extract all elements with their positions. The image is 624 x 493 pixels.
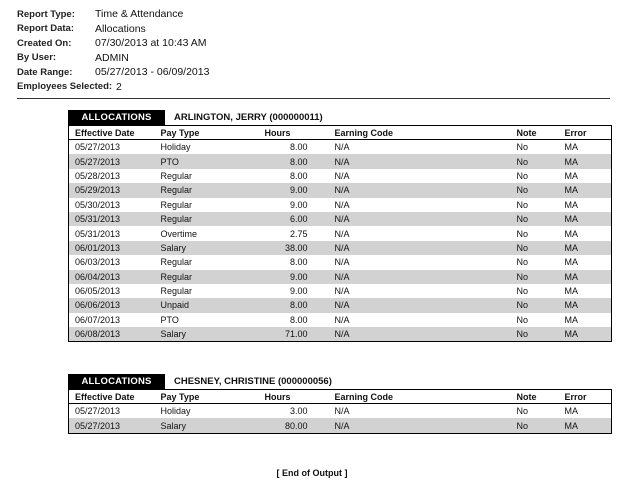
effective-date-cell: 05/27/2013 bbox=[69, 154, 155, 168]
hours-cell: 8.00 bbox=[241, 255, 313, 269]
error-cell: MA bbox=[559, 255, 612, 269]
hours-cell: 38.00 bbox=[241, 241, 313, 255]
report-data-value: Allocations bbox=[95, 22, 146, 35]
error-cell: MA bbox=[559, 226, 612, 240]
note-cell: No bbox=[511, 270, 559, 284]
effective-date-cell: 05/29/2013 bbox=[69, 183, 155, 197]
pay-type-cell: Regular bbox=[155, 212, 241, 226]
pay-type-header: Pay Type bbox=[155, 390, 241, 404]
error-header: Error bbox=[559, 126, 612, 140]
by-user-label: By User: bbox=[17, 52, 57, 64]
table-row bbox=[69, 226, 612, 240]
pay-type-cell: Overtime bbox=[155, 226, 241, 240]
earning-code-cell: N/A bbox=[313, 154, 511, 168]
employees-selected-row bbox=[17, 80, 209, 95]
hours-cell: 8.00 bbox=[241, 313, 313, 327]
section-header bbox=[68, 110, 611, 125]
created-on-row bbox=[17, 36, 209, 51]
section-header bbox=[68, 374, 611, 389]
error-cell: MA bbox=[559, 183, 612, 197]
effective-date-header: Effective Date bbox=[69, 390, 155, 404]
earning-code-cell: N/A bbox=[313, 327, 511, 342]
earning-code-cell: N/A bbox=[313, 313, 511, 327]
section-tab: ALLOCATIONS bbox=[68, 374, 165, 389]
report-metadata bbox=[17, 7, 209, 94]
note-cell: No bbox=[511, 140, 559, 155]
effective-date-cell: 05/31/2013 bbox=[69, 226, 155, 240]
note-cell: No bbox=[511, 154, 559, 168]
table-row bbox=[69, 241, 612, 255]
note-cell: No bbox=[511, 241, 559, 255]
hours-cell: 8.00 bbox=[241, 169, 313, 183]
report-type-row bbox=[17, 7, 209, 22]
error-cell: MA bbox=[559, 284, 612, 298]
table-row bbox=[69, 270, 612, 284]
error-cell: MA bbox=[559, 404, 612, 419]
effective-date-cell: 06/05/2013 bbox=[69, 284, 155, 298]
table-row bbox=[69, 183, 612, 197]
earning-code-cell: N/A bbox=[313, 198, 511, 212]
effective-date-cell: 06/07/2013 bbox=[69, 313, 155, 327]
table-row bbox=[69, 154, 612, 168]
employees-selected-value: 2 bbox=[116, 80, 122, 93]
table-row bbox=[69, 418, 612, 433]
report-data-row bbox=[17, 22, 209, 37]
error-cell: MA bbox=[559, 212, 612, 226]
earning-code-cell: N/A bbox=[313, 140, 511, 155]
effective-date-cell: 05/27/2013 bbox=[69, 140, 155, 155]
earning-code-cell: N/A bbox=[313, 298, 511, 312]
table-header-row bbox=[69, 126, 612, 140]
hours-cell: 6.00 bbox=[241, 212, 313, 226]
note-cell: No bbox=[511, 169, 559, 183]
pay-type-cell: Regular bbox=[155, 255, 241, 269]
pay-type-cell: Holiday bbox=[155, 404, 241, 419]
earning-code-cell: N/A bbox=[313, 226, 511, 240]
note-cell: No bbox=[511, 255, 559, 269]
pay-type-cell: Salary bbox=[155, 418, 241, 433]
table-header-row bbox=[69, 390, 612, 404]
employees-selected-label: Employees Selected: bbox=[17, 81, 113, 93]
pay-type-cell: Salary bbox=[155, 327, 241, 342]
earning-code-cell: N/A bbox=[313, 212, 511, 226]
hours-header: Hours bbox=[241, 390, 313, 404]
pay-type-cell: Unpaid bbox=[155, 298, 241, 312]
table-row bbox=[69, 169, 612, 183]
allocation-section bbox=[68, 374, 611, 434]
pay-type-cell: PTO bbox=[155, 154, 241, 168]
note-cell: No bbox=[511, 418, 559, 433]
earning-code-cell: N/A bbox=[313, 241, 511, 255]
note-cell: No bbox=[511, 212, 559, 226]
hours-cell: 9.00 bbox=[241, 284, 313, 298]
effective-date-cell: 06/04/2013 bbox=[69, 270, 155, 284]
pay-type-cell: Regular bbox=[155, 169, 241, 183]
by-user-value: ADMIN bbox=[95, 51, 129, 64]
by-user-row bbox=[17, 51, 209, 66]
note-cell: No bbox=[511, 404, 559, 419]
earning-code-cell: N/A bbox=[313, 255, 511, 269]
allocations-table bbox=[68, 389, 612, 434]
effective-date-cell: 06/03/2013 bbox=[69, 255, 155, 269]
effective-date-cell: 05/28/2013 bbox=[69, 169, 155, 183]
error-cell: MA bbox=[559, 313, 612, 327]
date-range-row bbox=[17, 65, 209, 80]
earning-code-cell: N/A bbox=[313, 183, 511, 197]
report-type-label: Report Type: bbox=[17, 8, 75, 20]
hours-cell: 2.75 bbox=[241, 226, 313, 240]
created-on-label: Created On: bbox=[17, 37, 72, 49]
note-cell: No bbox=[511, 313, 559, 327]
table-row bbox=[69, 298, 612, 312]
note-cell: No bbox=[511, 298, 559, 312]
date-range-label: Date Range: bbox=[17, 66, 73, 78]
employee-name: CHESNEY, CHRISTINE (000000056) bbox=[174, 376, 332, 387]
note-header: Note bbox=[511, 390, 559, 404]
table-row bbox=[69, 212, 612, 226]
report-type-value: Time & Attendance bbox=[95, 8, 184, 21]
note-cell: No bbox=[511, 226, 559, 240]
effective-date-cell: 05/30/2013 bbox=[69, 198, 155, 212]
effective-date-cell: 06/01/2013 bbox=[69, 241, 155, 255]
table-row bbox=[69, 255, 612, 269]
hours-cell: 80.00 bbox=[241, 418, 313, 433]
date-range-value: 05/27/2013 - 06/09/2013 bbox=[95, 66, 210, 79]
pay-type-cell: PTO bbox=[155, 313, 241, 327]
header-divider bbox=[17, 98, 610, 99]
error-header: Error bbox=[559, 390, 612, 404]
table-row bbox=[69, 313, 612, 327]
allocations-table bbox=[68, 125, 612, 342]
hours-header: Hours bbox=[241, 126, 313, 140]
hours-cell: 9.00 bbox=[241, 270, 313, 284]
allocation-section bbox=[68, 110, 611, 342]
note-cell: No bbox=[511, 284, 559, 298]
error-cell: MA bbox=[559, 270, 612, 284]
error-cell: MA bbox=[559, 241, 612, 255]
end-of-output: [ End of Output ] bbox=[276, 468, 348, 478]
table-row bbox=[69, 140, 612, 155]
pay-type-header: Pay Type bbox=[155, 126, 241, 140]
pay-type-cell: Regular bbox=[155, 270, 241, 284]
hours-cell: 3.00 bbox=[241, 404, 313, 419]
hours-cell: 9.00 bbox=[241, 198, 313, 212]
employee-name: ARLINGTON, JERRY (000000011) bbox=[174, 112, 323, 123]
error-cell: MA bbox=[559, 327, 612, 342]
created-on-value: 07/30/2013 at 10:43 AM bbox=[95, 37, 207, 50]
note-cell: No bbox=[511, 327, 559, 342]
table-row bbox=[69, 198, 612, 212]
effective-date-cell: 06/08/2013 bbox=[69, 327, 155, 342]
earning-code-cell: N/A bbox=[313, 169, 511, 183]
pay-type-cell: Regular bbox=[155, 183, 241, 197]
error-cell: MA bbox=[559, 418, 612, 433]
earning-code-header: Earning Code bbox=[313, 126, 511, 140]
effective-date-cell: 05/27/2013 bbox=[69, 418, 155, 433]
earning-code-header: Earning Code bbox=[313, 390, 511, 404]
earning-code-cell: N/A bbox=[313, 270, 511, 284]
report-data-label: Report Data: bbox=[17, 23, 75, 35]
note-cell: No bbox=[511, 198, 559, 212]
earning-code-cell: N/A bbox=[313, 418, 511, 433]
table-row bbox=[69, 284, 612, 298]
error-cell: MA bbox=[559, 140, 612, 155]
pay-type-cell: Salary bbox=[155, 241, 241, 255]
hours-cell: 9.00 bbox=[241, 183, 313, 197]
error-cell: MA bbox=[559, 169, 612, 183]
pay-type-cell: Regular bbox=[155, 198, 241, 212]
hours-cell: 8.00 bbox=[241, 140, 313, 155]
error-cell: MA bbox=[559, 298, 612, 312]
pay-type-cell: Regular bbox=[155, 284, 241, 298]
hours-cell: 8.00 bbox=[241, 298, 313, 312]
effective-date-cell: 06/06/2013 bbox=[69, 298, 155, 312]
table-row bbox=[69, 327, 612, 342]
effective-date-cell: 05/27/2013 bbox=[69, 404, 155, 419]
effective-date-cell: 05/31/2013 bbox=[69, 212, 155, 226]
note-header: Note bbox=[511, 126, 559, 140]
pay-type-cell: Holiday bbox=[155, 140, 241, 155]
error-cell: MA bbox=[559, 154, 612, 168]
hours-cell: 71.00 bbox=[241, 327, 313, 342]
effective-date-header: Effective Date bbox=[69, 126, 155, 140]
earning-code-cell: N/A bbox=[313, 404, 511, 419]
earning-code-cell: N/A bbox=[313, 284, 511, 298]
note-cell: No bbox=[511, 183, 559, 197]
error-cell: MA bbox=[559, 198, 612, 212]
section-tab: ALLOCATIONS bbox=[68, 110, 165, 125]
table-row bbox=[69, 404, 612, 419]
hours-cell: 8.00 bbox=[241, 154, 313, 168]
